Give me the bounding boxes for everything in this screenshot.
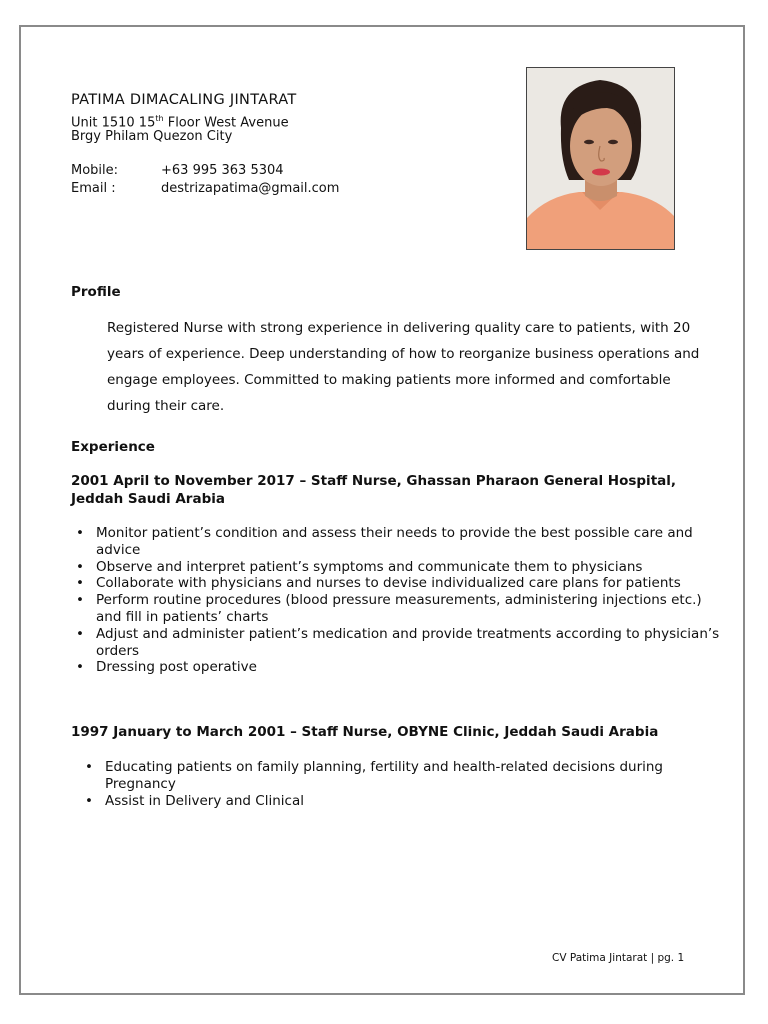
list-item: • Dressing post operative — [96, 659, 726, 676]
list-item: • Educating patients on family planning, fertility and health-related decisions during Pregnancy — [105, 759, 725, 793]
email-label: Email : — [71, 181, 116, 196]
profile-heading: Profile — [71, 284, 121, 300]
list-item: • Assist in Delivery and Clinical — [105, 793, 725, 810]
profile-photo — [526, 67, 675, 250]
list-item: • Observe and interpret patient’s symptoms and communicate them to physicians — [96, 559, 726, 576]
list-item: • Collaborate with physicians and nurses to devise individualized care plans for patients — [96, 575, 726, 592]
experience-heading: Experience — [71, 439, 155, 455]
address-line-1: Unit 1510 15th Floor West Avenue — [71, 114, 289, 131]
page-footer: CV Patima Jintarat | pg. 1 — [552, 952, 685, 964]
job-title: 2001 April to November 2017 – Staff Nurse, Ghassan Pharaon General Hospital, Jeddah Saudi Arabia — [71, 473, 677, 507]
mobile-value: +63 995 363 5304 — [161, 163, 284, 178]
list-item: • Adjust and administer patient’s medication and provide treatments according to physician’s orders — [96, 626, 726, 660]
applicant-name: PATIMA DIMACALING JINTARAT — [71, 92, 297, 108]
job-duties-list — [96, 525, 726, 676]
profile-summary: Registered Nurse with strong experience in delivering quality care to patients, with 20 years of experience. Deep understanding of how to reorganize business operations and engage employees. Committed to making patients more informed and comfortable during their care. — [107, 320, 700, 414]
mobile-label: Mobile: — [71, 163, 119, 178]
job-title: 1997 January to March 2001 – Staff Nurse, OBYNE Clinic, Jeddah Saudi Arabia — [71, 724, 659, 740]
job-duties-list — [105, 759, 725, 809]
document-page — [19, 25, 745, 995]
list-item: • Monitor patient’s condition and assess their needs to provide the best possible care and advice — [96, 525, 726, 559]
address-line-2: Brgy Philam Quezon City — [71, 129, 233, 144]
list-item: • Perform routine procedures (blood pressure measurements, administering injections etc.) and fill in patients’ charts — [96, 592, 726, 626]
email-value: destrizapatima@gmail.com — [161, 181, 340, 196]
